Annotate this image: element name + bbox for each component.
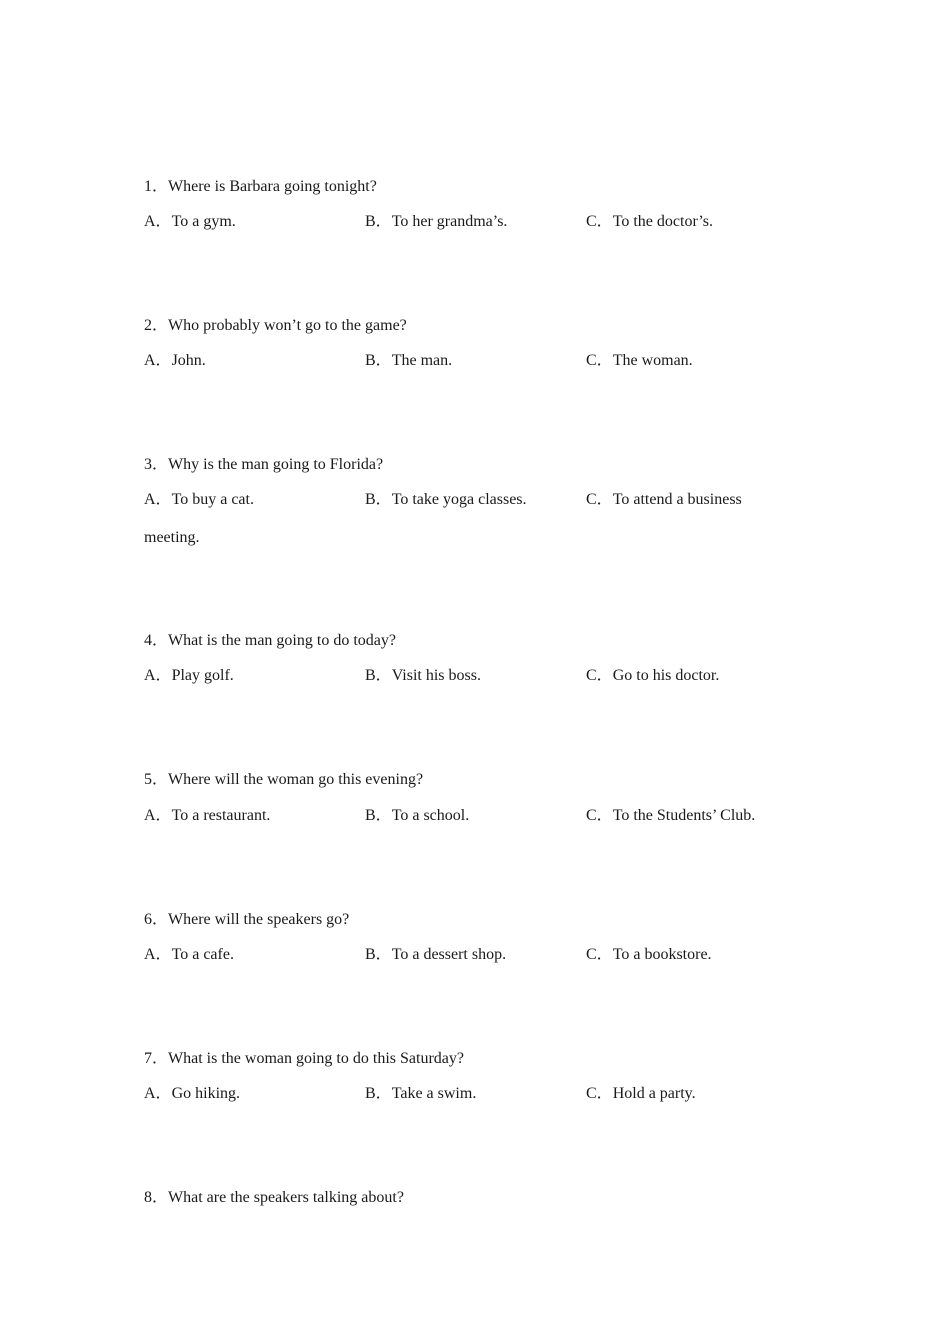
question-8 [144,1188,404,1208]
option-a [144,351,206,371]
option-text: To her grandma’s. [391,213,508,230]
option-b [365,490,527,510]
option-c [586,666,719,686]
option-c [586,212,713,232]
option-letter: C． [586,946,613,963]
option-letter: A． [144,352,172,369]
option-text: The man. [391,352,453,369]
question-text: Where is Barbara going tonight? [168,178,377,195]
question-number: 4． [144,632,169,649]
question-5 [144,770,423,790]
option-b [365,945,506,965]
option-text: To a gym. [171,213,236,230]
option-b [365,351,452,371]
question-number: 3． [144,456,169,473]
option-letter: C． [586,807,613,824]
option-c [586,945,712,965]
option-letter: C． [586,213,613,230]
option-letter: B． [365,1085,392,1102]
option-letter: B． [365,491,392,508]
question-1 [144,177,377,197]
option-text: To a cafe. [171,946,234,963]
option-letter: A． [144,807,172,824]
option-text: Visit his boss. [391,667,481,684]
question-number: 2． [144,317,169,334]
question-text: Where will the speakers go? [168,911,350,928]
option-c [586,806,755,826]
option-text: Take a swim. [391,1085,477,1102]
question-number: 6． [144,911,169,928]
question-text: What is the man going to do today? [168,632,396,649]
question-number: 8． [144,1189,169,1206]
option-text: To the doctor’s. [612,213,714,230]
option-letter: A． [144,1085,172,1102]
option-letter: A． [144,213,172,230]
option-continuation: meeting. [144,529,200,546]
question-number: 7． [144,1050,169,1067]
option-letter: B． [365,667,392,684]
question-2 [144,316,407,336]
option-letter: B． [365,807,392,824]
option-a [144,212,236,232]
option-text: To the Students’ Club. [612,807,756,824]
option-text: Go to his doctor. [612,667,720,684]
option-letter: C． [586,667,613,684]
option-letter: C． [586,352,613,369]
option-text: John. [171,352,206,369]
question-text: What is the woman going to do this Saturday? [168,1050,464,1067]
question-text: Why is the man going to Florida? [168,456,384,473]
option-letter: A． [144,946,172,963]
question-6 [144,910,349,930]
option-a [144,1084,240,1104]
option-a [144,945,234,965]
question-text: Who probably won’t go to the game? [168,317,407,334]
option-letter: B． [365,946,392,963]
option-text: To a dessert shop. [391,946,507,963]
question-number: 1． [144,178,169,195]
question-4 [144,631,396,651]
question-3 [144,455,383,475]
option-text: To a bookstore. [612,946,712,963]
question-7 [144,1049,464,1069]
option-text: To take yoga classes. [391,491,527,508]
option-letter: B． [365,352,392,369]
option-b [365,666,481,686]
option-b [365,806,469,826]
option-b [365,212,507,232]
option-b [365,1084,476,1104]
option-letter: A． [144,667,172,684]
option-c [586,351,693,371]
option-a [144,806,270,826]
option-letter: A． [144,491,172,508]
option-a [144,490,254,510]
option-text: Hold a party. [612,1085,696,1102]
question-text: Where will the woman go this evening? [168,771,424,788]
option-letter: C． [586,491,613,508]
option-text: To buy a cat. [171,491,254,508]
option-text: To a school. [391,807,470,824]
option-text: Go hiking. [171,1085,241,1102]
option-c [586,1084,696,1104]
option-text: To attend a business [612,491,742,508]
option-text: Play golf. [171,667,234,684]
option-letter: B． [365,213,392,230]
option-text: To a restaurant. [171,807,271,824]
option-c [586,490,742,510]
question-text: What are the speakers talking about? [168,1189,404,1206]
question-number: 5． [144,771,169,788]
option-letter: C． [586,1085,613,1102]
option-a [144,666,234,686]
option-text: The woman. [612,352,693,369]
